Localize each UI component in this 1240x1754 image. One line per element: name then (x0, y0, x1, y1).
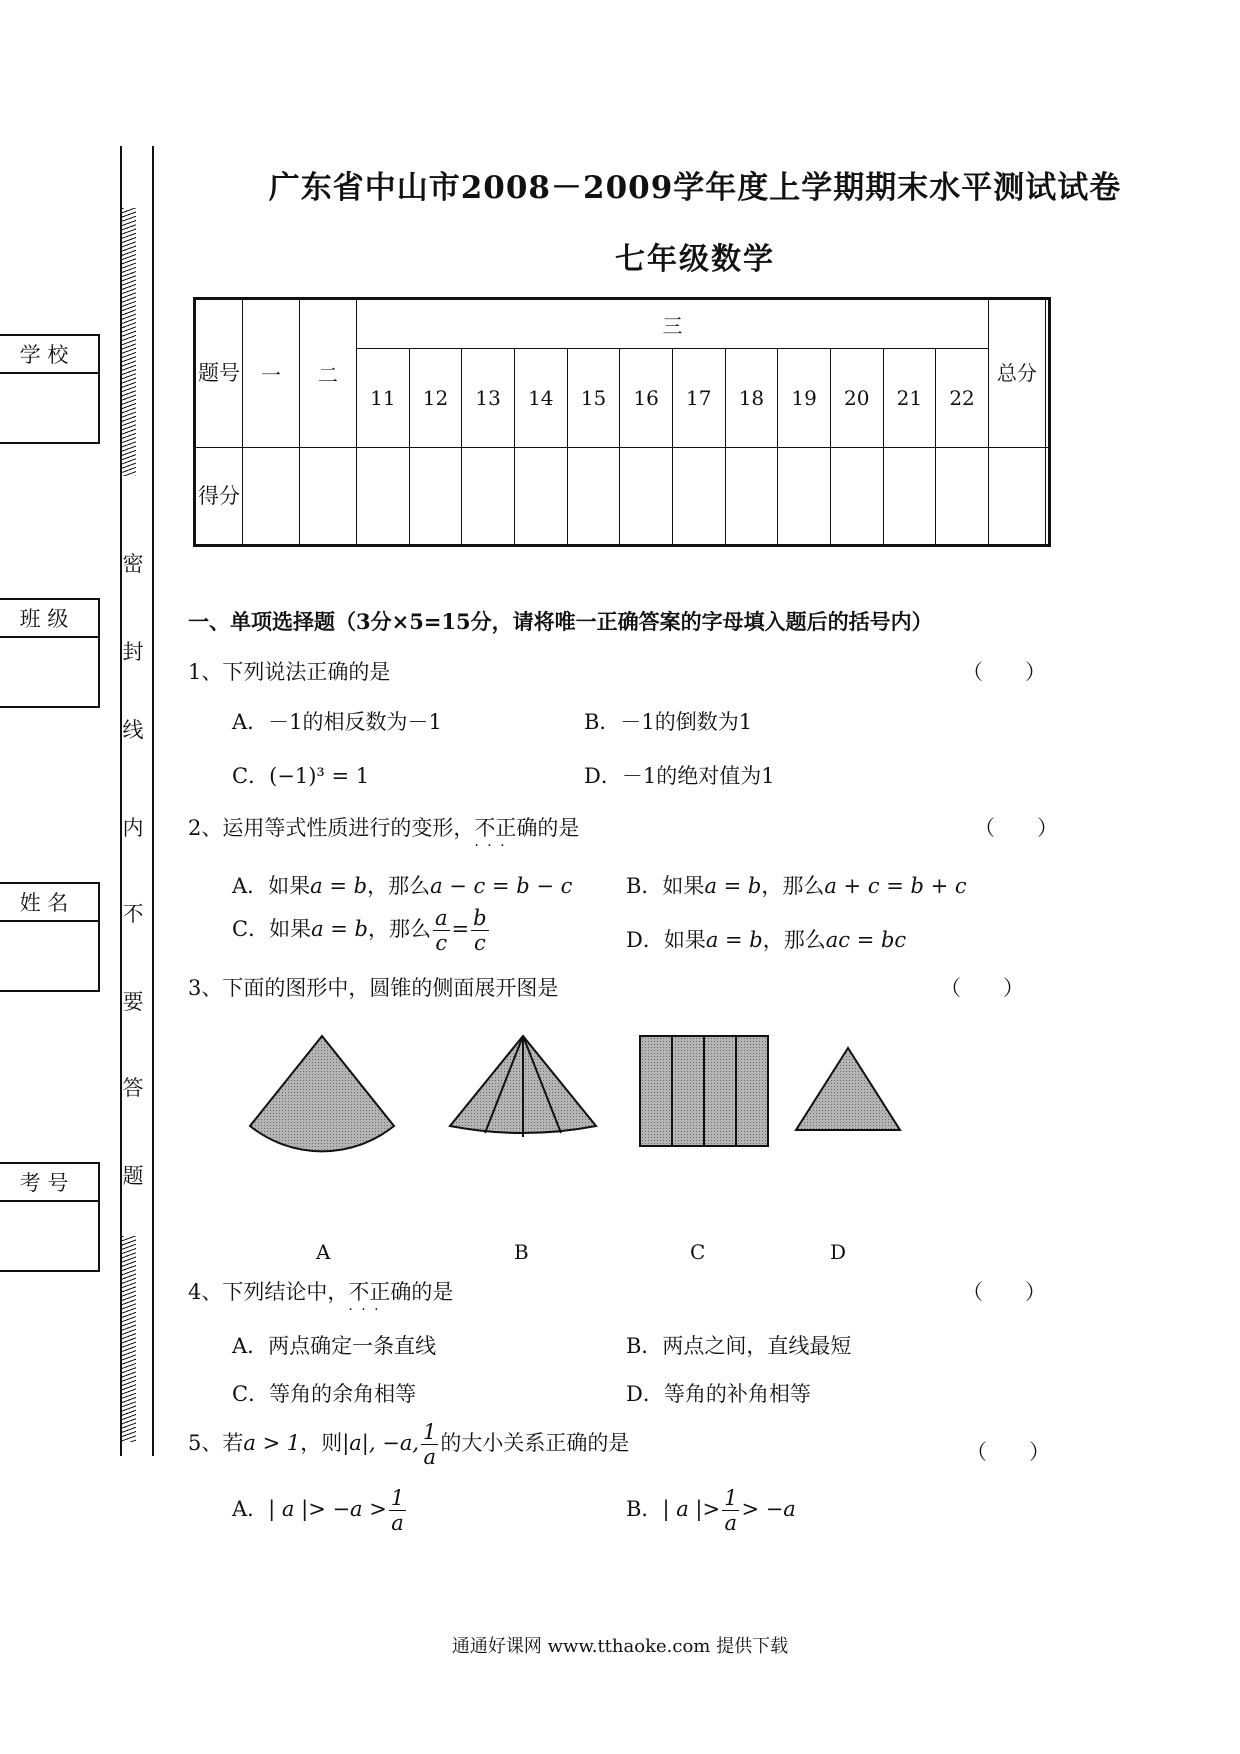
figure-label-d: D (830, 1240, 847, 1264)
score-cell[interactable] (1045, 447, 1049, 545)
opt-text: B．如果 (626, 874, 705, 898)
header-q-number: 16 (620, 349, 673, 447)
figure-label-a: A (316, 1240, 331, 1264)
header-question-number: 题号 (195, 299, 243, 448)
score-cell[interactable] (243, 447, 300, 545)
question-5-stem (188, 1420, 629, 1469)
seal-char: 要 (122, 990, 144, 1014)
header-total: 总分 (988, 299, 1045, 448)
opt-text: ，那么 (368, 917, 431, 941)
header-q-number: 21 (883, 349, 936, 447)
header-section-2: 二 (300, 299, 357, 448)
q5-text: ，则 (300, 1431, 343, 1455)
seal-hatch-top (122, 208, 136, 476)
option-1c-prefix: C． (232, 764, 270, 788)
question-4-stem (188, 1276, 453, 1306)
q4-stem-post: 的是 (411, 1280, 454, 1304)
option-2b (626, 870, 967, 900)
q5-text: 的大小关系正确的是 (440, 1431, 630, 1455)
opt-math: a = b (704, 874, 762, 898)
header-q-number: 13 (462, 349, 515, 447)
opt-math: a + c = b + c (824, 874, 967, 898)
section-heading: 一、单项选择题（3分×5=15分，请将唯一正确答案的字母填入题后的括号内） (188, 609, 933, 634)
score-table (193, 297, 1051, 547)
seal-char: 内 (122, 816, 144, 840)
score-cell[interactable] (567, 447, 620, 545)
score-cell[interactable] (883, 447, 936, 545)
score-cell[interactable] (300, 447, 357, 545)
figures-q3 (240, 1020, 940, 1190)
opt-text: A．如果 (232, 874, 311, 898)
header-q-number: 20 (830, 349, 883, 447)
opt-math: | a |> −a > (268, 1497, 387, 1521)
option-2c (232, 906, 491, 955)
exam-subtitle: 七年级数学 (615, 242, 775, 277)
question-3-stem: 3、下面的图形中，圆锥的侧面展开图是 (188, 976, 559, 1000)
q4-stem-pre: 4、下列结论中， (188, 1280, 349, 1304)
header-q-number: 19 (778, 349, 831, 447)
opt-text: D．如果 (626, 928, 706, 952)
opt-math: a = b (705, 928, 763, 952)
q5-items: |a|, −a, (342, 1431, 420, 1455)
option-4b: B．两点之间，直线最短 (626, 1334, 852, 1358)
score-cell[interactable] (620, 447, 673, 545)
option-1c (232, 760, 369, 790)
seal-char: 不 (122, 902, 144, 926)
header-q-number: 12 (409, 349, 462, 447)
opt-math: ac = bc (825, 928, 907, 952)
answer-bracket-4[interactable]: （ ） (962, 1280, 1046, 1304)
seal-char: 封 (122, 640, 144, 664)
opt-math: a = b (310, 874, 368, 898)
score-cell[interactable] (462, 447, 515, 545)
seal-char: 答 (122, 1076, 144, 1100)
seal-char: 线 (122, 718, 144, 742)
opt-text: B． (626, 1497, 663, 1521)
header-q-number: 14 (514, 349, 567, 447)
exam-number-field[interactable] (0, 1162, 100, 1272)
score-cell[interactable] (936, 447, 989, 545)
option-4c: C．等角的余角相等 (232, 1382, 417, 1406)
answer-bracket-2[interactable]: （ ） (974, 816, 1058, 840)
question-1-stem: 1、下列说法正确的是 (188, 660, 391, 684)
option-5a (232, 1486, 408, 1535)
figure-c-rectangle-net (640, 1036, 768, 1146)
option-2a (232, 870, 572, 900)
figure-d-triangle (796, 1048, 900, 1130)
opt-text: ，那么 (762, 928, 826, 952)
header-q-number: 11 (357, 349, 410, 447)
option-2d (626, 924, 906, 954)
class-field[interactable] (0, 598, 100, 708)
class-label: 班 级 (0, 600, 98, 638)
opt-math: a − c = b − c (430, 874, 573, 898)
opt-math: a = b (311, 917, 368, 941)
fraction-b-over-c: $\frac{b}{c}$ (473, 906, 487, 955)
score-cell[interactable] (830, 447, 883, 545)
q2-stem-pre: 2、运用等式性质进行的变形， (188, 816, 475, 840)
question-2-stem (188, 812, 579, 842)
q4-stem-emphasis: 不正确 · · · (348, 1280, 411, 1304)
name-field[interactable] (0, 882, 100, 992)
q2-stem-emphasis: 不正确 · · · (474, 816, 537, 840)
header-section-3: 三 (357, 299, 989, 349)
figure-label-c: C (690, 1240, 706, 1264)
fraction-one-over-a: $\frac{1}{a}$ (423, 1420, 437, 1469)
header-q-number: 15 (567, 349, 620, 447)
q5-text: 5、若 (188, 1431, 244, 1455)
school-field[interactable] (0, 334, 100, 444)
figure-a-sector (250, 1036, 394, 1151)
option-1a: A．－1的相反数为－1 (232, 710, 442, 734)
score-cell[interactable] (725, 447, 778, 545)
option-1b: B．－1的倒数为1 (584, 710, 753, 734)
opt-text: ，那么 (367, 874, 431, 898)
exam-number-label: 考 号 (0, 1164, 98, 1202)
row-score-label: 得分 (195, 447, 243, 545)
seal-line-right (152, 146, 154, 1456)
fraction-one-over-a: $\frac{1}{a}$ (724, 1486, 738, 1535)
seal-char: 题 (122, 1164, 144, 1188)
footer-credit: 通通好课网 www.tthaoke.com 提供下载 (451, 1636, 789, 1657)
q5-condition: a > 1 (243, 1431, 301, 1455)
score-cell[interactable] (988, 447, 1045, 545)
answer-bracket-3[interactable]: （ ） (940, 976, 1024, 1000)
score-cell[interactable] (409, 447, 462, 545)
fraction-a-over-c: $\frac{a}{c}$ (435, 906, 448, 955)
option-1d: D．－1的绝对值为1 (584, 764, 775, 788)
header-section-1: 一 (243, 299, 300, 448)
score-cell[interactable] (672, 447, 725, 545)
fraction-one-over-a: $\frac{1}{a}$ (390, 1486, 405, 1535)
opt-math: = (451, 917, 470, 941)
school-label: 学 校 (0, 336, 98, 374)
option-5b (626, 1486, 796, 1535)
opt-math: > −a (741, 1497, 796, 1521)
figure-b-pyramid-net (450, 1036, 596, 1137)
seal-char: 密 (122, 552, 144, 576)
answer-bracket-1[interactable]: （ ） (962, 660, 1046, 684)
score-cell[interactable] (357, 447, 410, 545)
option-4d: D．等角的补角相等 (626, 1382, 811, 1406)
header-q-number: 18 (725, 349, 778, 447)
header-q-number: 17 (672, 349, 725, 447)
opt-math: | a |> (662, 1497, 721, 1521)
figure-label-b: B (514, 1240, 529, 1264)
option-1c-expr: (−1)³ = 1 (269, 764, 370, 788)
opt-text: C．如果 (232, 917, 312, 941)
name-label: 姓 名 (0, 884, 98, 922)
option-4a: A．两点确定一条直线 (232, 1334, 437, 1358)
exam-title: 广东省中山市2008－2009学年度上学期期末水平测试试卷 (268, 170, 1122, 206)
q2-stem-post: 的是 (537, 816, 580, 840)
opt-text: ，那么 (761, 874, 825, 898)
answer-bracket-5[interactable]: （ ） (966, 1440, 1050, 1464)
opt-text: A． (232, 1497, 269, 1521)
score-cell[interactable] (778, 447, 831, 545)
score-cell[interactable] (514, 447, 567, 545)
seal-hatch-bottom (122, 1236, 136, 1442)
header-q-number: 22 (936, 349, 989, 447)
